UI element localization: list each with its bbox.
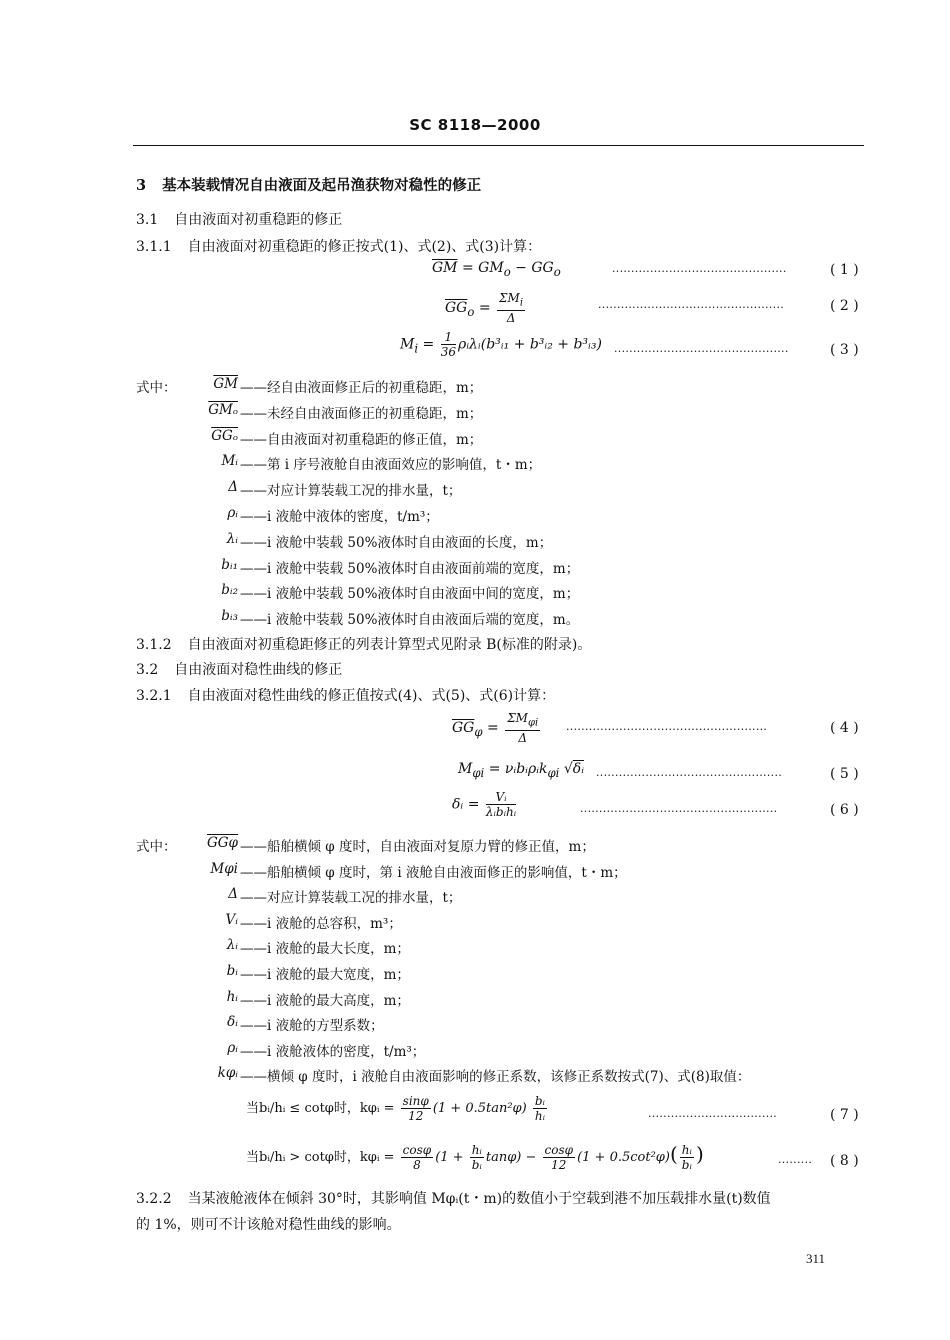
header-rule <box>133 145 864 146</box>
dot-leader: ················································· <box>596 769 783 782</box>
page-header: SC 8118—2000 <box>409 116 541 134</box>
equation-number: ( 1 ) <box>830 262 859 278</box>
definition-symbol: $\overline{GG\varphi}$ <box>206 835 238 851</box>
equation-number: ( 2 ) <box>830 298 859 314</box>
definition-symbol: bᵢ₃ <box>221 608 238 625</box>
equation-number: ( 8 ) <box>830 1153 859 1169</box>
definition-symbol: $\overline{GG_o}$ <box>211 427 238 444</box>
definition-symbol: bᵢ₁ <box>221 556 238 573</box>
dot-leader: ·············································· <box>614 345 789 358</box>
page-number: 311 <box>806 1251 826 1266</box>
equation-3: $M_i$ = $\frac{1}{36}$ ρᵢλᵢ(b³ᵢ₁ + b³ᵢ₂ + b³ᵢ₃) <box>400 330 602 359</box>
definition-text: ——i 液舱中液体的密度，t/m³； <box>240 509 439 525</box>
section-3-heading: 3 基本装载情况自由液面及起吊渔获物对稳性的修正 <box>136 177 482 194</box>
equation-number: ( 5 ) <box>830 766 859 782</box>
section-3-2-2: 3.2.2 当某液舱液体在倾斜 30°时，其影响值 Mφᵢ(t・m)的数值小于空载到港不加压载排水量(t)数值 <box>136 1191 771 1207</box>
definition-text: ——对应计算装载工况的排水量，t； <box>240 890 462 907</box>
definition-symbol: hᵢ <box>226 988 238 1005</box>
equation-5: $M_{\varphi i}$ = νᵢbᵢρᵢk$_{\varphi i}$ √δᵢ <box>458 761 585 780</box>
definition-symbol: λᵢ <box>226 937 238 954</box>
definition-symbol: bᵢ₂ <box>221 582 238 599</box>
dot-leader: ·············································· <box>612 265 787 278</box>
definition-text: ——i 液舱的方型系数； <box>240 1018 384 1035</box>
definition-text: ——船舶横倾 φ 度时，第 i 液舱自由液面修正的影响值，t・m； <box>240 864 627 881</box>
definition-text: ——自由液面对初重稳距的修正值，m； <box>240 431 483 448</box>
section-3-1-heading: 3.1 自由液面对初重稳距的修正 <box>136 212 343 228</box>
definition-text: ——i 液舱中装载 50%液体时自由液面的长度，m； <box>240 534 553 551</box>
definition-text: ——i 液舱中装载 50%液体时自由液面前端的宽度，m； <box>240 560 580 577</box>
definition-text: ——i 液舱的总容积，m³； <box>240 915 402 932</box>
definition-text: ——对应计算装载工况的排水量，t； <box>240 483 462 500</box>
equation-number: ( 4 ) <box>830 720 859 736</box>
equation-8: 当bᵢ/hᵢ > cotφ时，kφᵢ = $\frac{\cos\varphi}{8}$ (1 + $\frac{\text{hᵢ}}{\text{bᵢ}}$ tanφ) − $\frac{\cos\varphi}{12}$ (1 + 0.5cot²φ)( $\frac{\text{hᵢ}}{\text{bᵢ}}$ ) <box>246 1142 704 1172</box>
definition-text: ——i 液舱液体的密度，t/m³； <box>240 1043 426 1060</box>
dot-leader: ···················································· <box>580 805 778 818</box>
definition-symbol: ρᵢ <box>227 505 238 521</box>
definition-text: ——i 液舱的最大宽度，m； <box>240 967 410 983</box>
dot-leader: ················································· <box>598 301 785 314</box>
definition-symbol: Δ <box>228 479 238 496</box>
definition-symbol: ρᵢ <box>227 1039 238 1056</box>
definition-text: ——i 液舱的最大长度，m； <box>240 941 410 958</box>
section-3-2-2-continued: 的 1%，则可不计该舱对稳性曲线的影响。 <box>136 1217 401 1233</box>
section-3-1-2: 3.1.2 自由液面对初重稳距修正的列表计算型式见附录 B(标准的附录)。 <box>136 637 592 653</box>
section-3-1-1: 3.1.1 自由液面对初重稳距的修正按式(1)、式(2)、式(3)计算： <box>136 239 542 255</box>
section-3-2-1: 3.2.1 自由液面对稳性曲线的修正值按式(4)、式(5)、式(6)计算： <box>136 688 556 704</box>
definition-text: ——i 液舱中装载 50%液体时自由液面后端的宽度，m。 <box>240 612 580 629</box>
equation-number: ( 3 ) <box>830 342 859 358</box>
definition-symbol: kφᵢ <box>217 1065 238 1082</box>
definition-symbol: δᵢ <box>227 1014 238 1031</box>
equation-6: δᵢ = $\frac{\text{Vᵢ}}{\text{λᵢbᵢhᵢ}}$ <box>452 790 517 819</box>
dot-leader: ········· <box>778 1156 813 1169</box>
definition-symbol: Mᵢ <box>221 453 238 470</box>
where-lead: 式中： <box>136 380 177 396</box>
definition-symbol: Mφi <box>210 860 238 877</box>
definition-symbol: bᵢ <box>226 963 238 979</box>
definition-text: ——船舶横倾 φ 度时，自由液面对复原力臂的修正值，m； <box>240 839 595 855</box>
section-3-2-heading: 3.2 自由液面对稳性曲线的修正 <box>136 662 343 678</box>
definition-text: ——i 液舱中装载 50%液体时自由液面中间的宽度，m； <box>240 586 580 603</box>
equation-4: $\overline{GG}_\varphi$ = $\frac{\Sigma M_{\varphi i}}{\Delta}$ <box>452 711 539 746</box>
equation-7: 当bᵢ/hᵢ ≤ cotφ时，kφᵢ = $\frac{\sin\varphi}{12}$ (1 + 0.5tan²φ) $\frac{\text{bᵢ}}{\text{hᵢ}}$ <box>246 1094 545 1123</box>
definition-symbol: $\overline{GM}$ <box>213 376 238 392</box>
definition-text: ——经自由液面修正后的初重稳距，m； <box>240 380 483 396</box>
equation-2: $\overline{GG}_o$ = $\frac{\Sigma M_i}{\Delta}$ <box>445 291 524 326</box>
where-lead: 式中： <box>136 839 177 855</box>
definition-symbol: Δ <box>228 886 238 903</box>
definition-text: ——i 液舱的最大高度，m； <box>240 992 410 1009</box>
dot-leader: ····················································· <box>566 723 768 736</box>
dot-leader: ·································· <box>648 1110 778 1123</box>
definition-text: ——第 i 序号液舱自由液面效应的影响值，t・m； <box>240 457 542 474</box>
definition-text: ——横倾 φ 度时，i 液舱自由液面影响的修正系数，该修正系数按式(7)、式(8)取值： <box>240 1069 751 1086</box>
equation-number: ( 7 ) <box>830 1107 859 1123</box>
definition-symbol: $\overline{GM_o}$ <box>208 401 238 418</box>
equation-1: $\overline{GM} = GM_o - GG_o$ <box>432 260 561 279</box>
equation-number: ( 6 ) <box>830 802 859 818</box>
definition-symbol: Vᵢ <box>225 911 238 928</box>
definition-symbol: λᵢ <box>226 530 238 547</box>
definition-text: ——未经自由液面修正的初重稳距，m； <box>240 405 483 422</box>
